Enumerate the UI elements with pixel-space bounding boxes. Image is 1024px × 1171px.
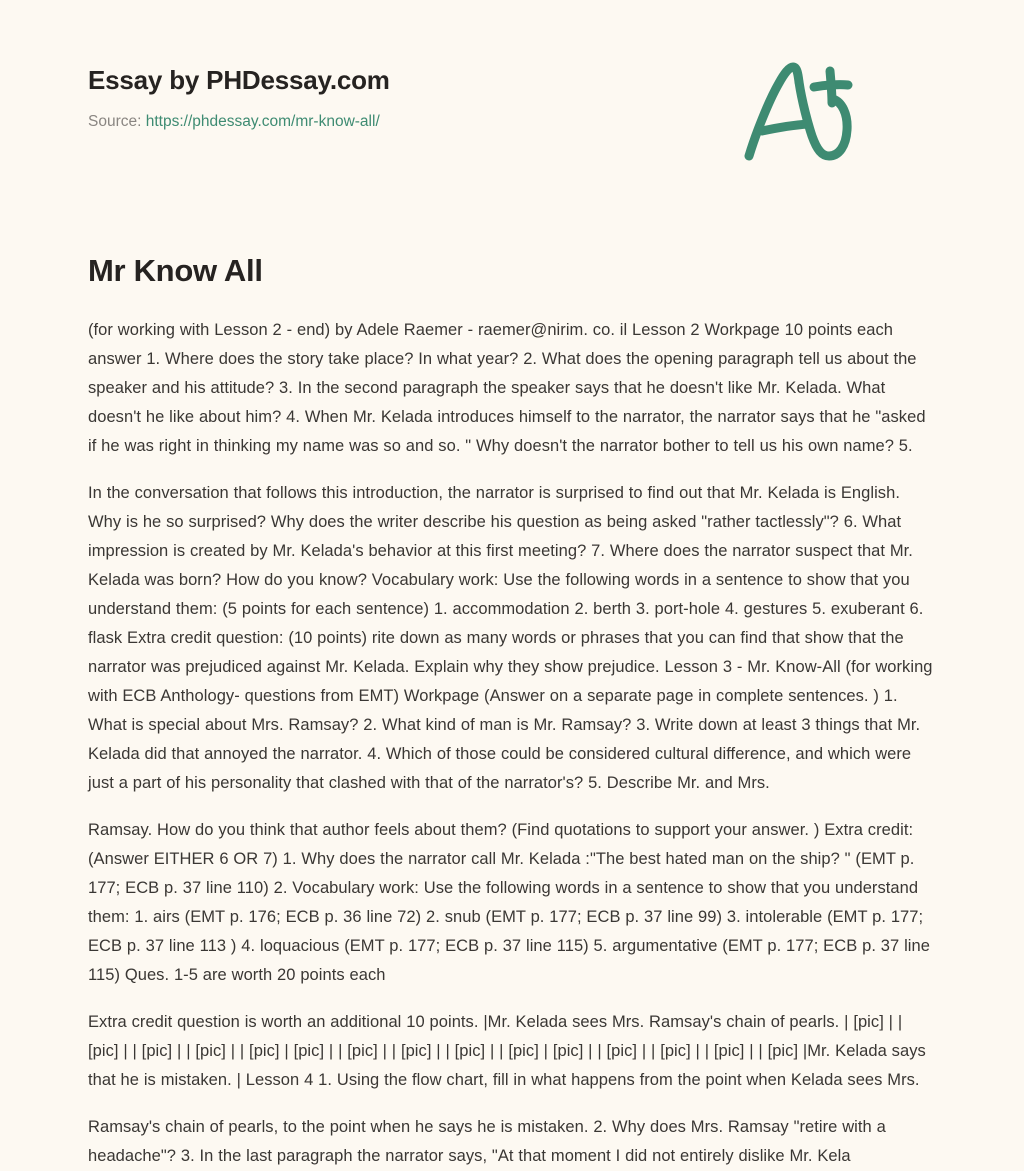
source-link[interactable]: https://phdessay.com/mr-know-all/	[145, 112, 380, 130]
essay-paragraph: Ramsay's chain of pearls, to the point when he says he is mistaken. 2. Why does Mrs. Ramsay "retire with a headache"? 3. In the last paragraph the narrator says, "At that moment I did not entirely dislike Mr. Kela	[88, 1118, 886, 1166]
essay-body	[88, 289, 936, 1171]
essay-paragraph: Extra credit question is worth an additional 10 points. |Mr. Kelada sees Mrs. Ramsay's chain of pearls. | [pic] | | [pic] | | [pic] | | [pic] | | [pic] | [pic] | | [pic] | | [pic] | | [pic] | | [pic] | [pic] | | [pic] | | [pic] | | [pic] | | [pic] |Mr. Kelada says that he is mistaken. | Lesson 4 1. Using the flow chart, fill in what happens from the point when Kelada sees Mrs.	[88, 1013, 926, 1090]
essay-paragraph: Ramsay. How do you think that author feels about them? (Find quotations to support your answer. ) Extra credit: (Answer EITHER 6 OR 7) 1. Why does the narrator call Mr. Kelada :"The best hated man on the ship? " (EMT p. 177; ECB p. 37 line 110) 2. Vocabulary work: Use the following words in a sentence to show that you understand them: 1. airs (EMT p. 176; ECB p. 36 line 72) 2. snub (EMT p. 177; ECB p. 37 line 99) 3. intolerable (EMT p. 177; ECB p. 37 line 113 ) 4. loquacious (EMT p. 177; ECB p. 37 line 115) 5. argumentative (EMT p. 177; ECB p. 37 line 115) Ques. 1-5 are worth 20 points each	[88, 821, 930, 985]
essay-paragraph: In the conversation that follows this introduction, the narrator is surprised to find out that Mr. Kelada is English. Why is he so surprised? Why does the writer describe his question as being asked "rather tactlessly"? 6. What impression is created by Mr. Kelada's behavior at this first meeting? 7. Where does the narrator suspect that Mr. Kelada was born? How do you know? Vocabulary work: Use the following words in a sentence to show that you understand them: (5 points for each sentence) 1. accommodation 2. berth 3. port-hole 4. gestures 5. exuberant 6. flask Extra credit question: (10 points) rite down as many words or phrases that you can find that show that the narrator was prejudiced against Mr. Kelada. Explain why they show prejudice. Lesson 3 - Mr. Know-All (for working with ECB Anthology- questions from EMT) Workpage (Answer on a separate page in complete sentences. ) 1. What is special about Mrs. Ramsay? 2. What kind of man is Mr. Ramsay? 3. Write down at least 3 things that Mr. Kelada did that annoyed the narrator. 4. Which of those could be considered cultural difference, and which were just a part of his personality that clashed with that of the narrator's? 5. Describe Mr. and Mrs.	[88, 484, 933, 793]
source-label: Source:	[88, 112, 142, 130]
page-title: Mr Know All	[88, 253, 263, 288]
aplus-logo-icon	[738, 58, 858, 162]
essay-paragraph: (for working with Lesson 2 - end) by Adele Raemer - raemer@nirim. co. il Lesson 2 Workpage 10 points each answer 1. Where does the story take place? In what year? 2. What does the opening paragraph tell us about the speaker and his attitude? 3. In the second paragraph the speaker says that he doesn't like Mr. Kelada. What doesn't he like about him? 4. When Mr. Kelada introduces himself to the narrator, the narrator says that he "asked if he was right in thinking my name was so and so. " Why doesn't the narrator bother to tell us his own name? 5.	[88, 321, 926, 456]
page-header	[88, 0, 936, 188]
brand-title: Essay by PHDessay.com	[88, 65, 390, 95]
